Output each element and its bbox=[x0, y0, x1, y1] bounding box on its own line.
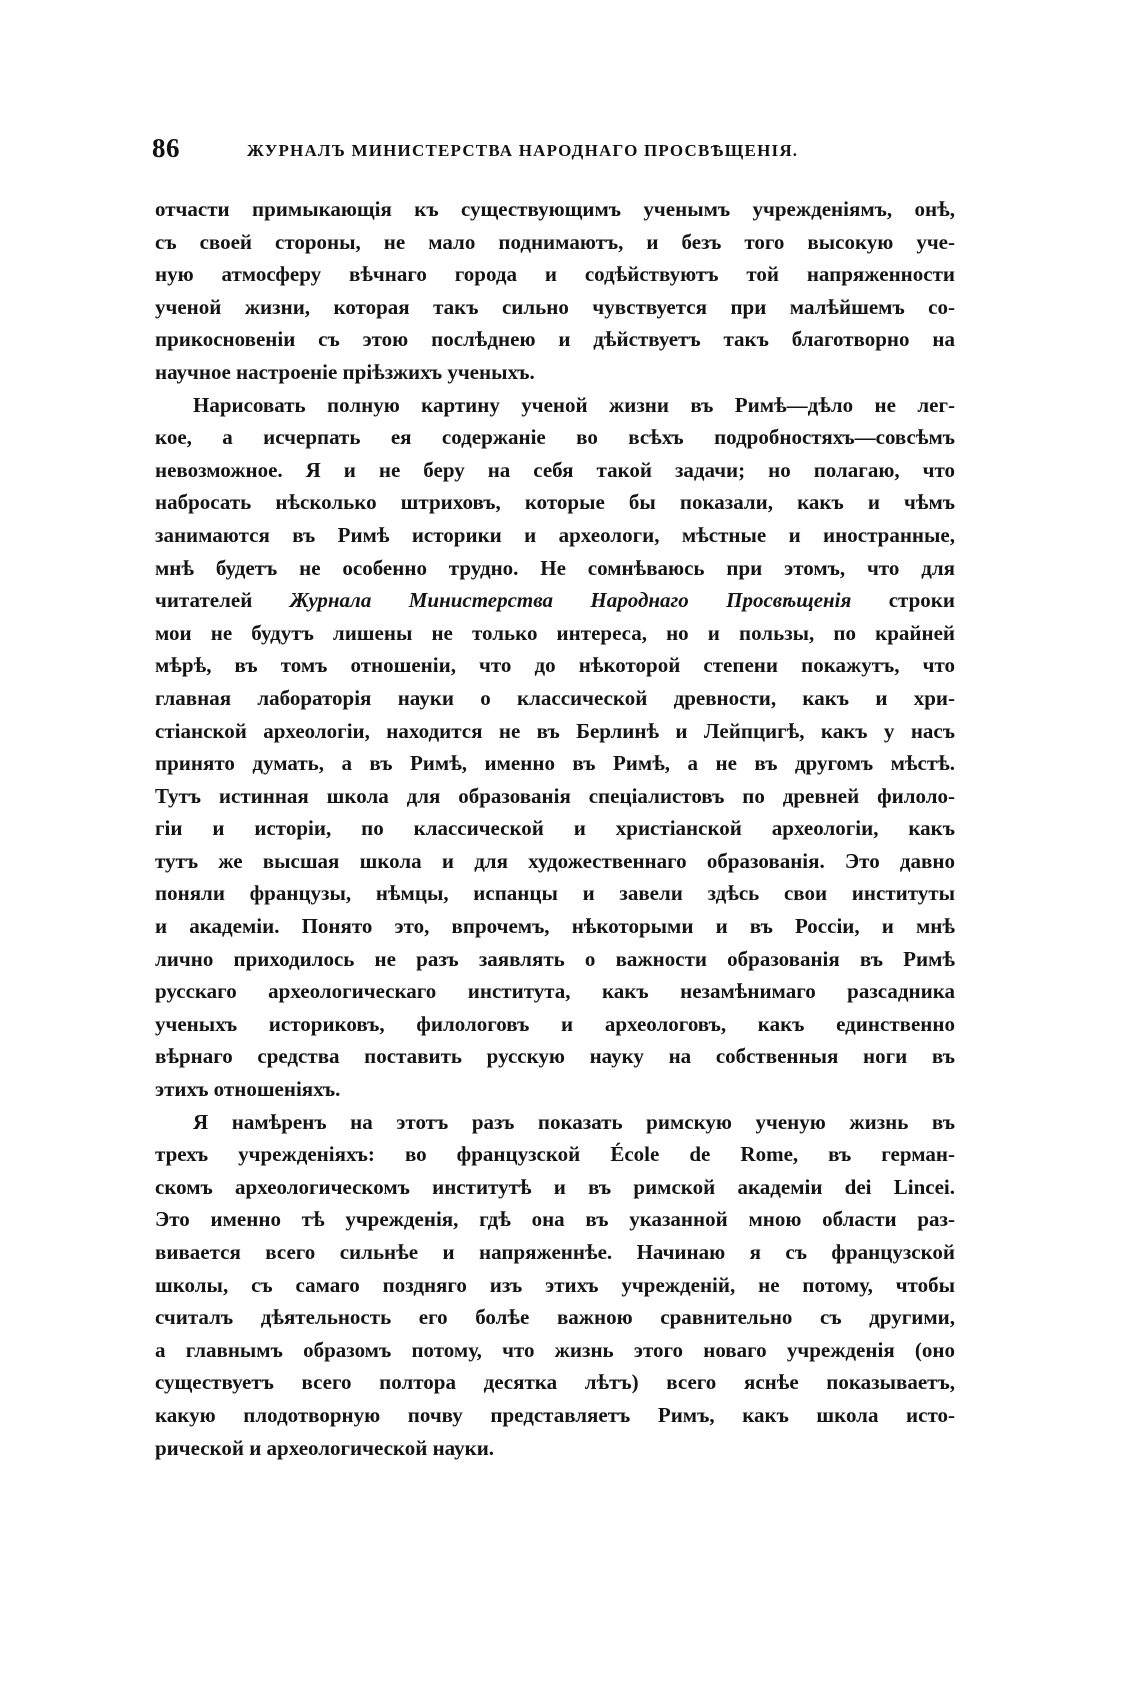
text-line: русскаго археологическаго института, какъ незамѣнимаго разсадника bbox=[155, 979, 955, 1004]
text-line: трехъ учрежденіяхъ: во французской École de Rome, въ герман- bbox=[155, 1142, 955, 1167]
text-line: мѣрѣ, въ томъ отношеніи, что до нѣкоторой степени покажутъ, что bbox=[155, 653, 955, 678]
text-line: Тутъ истинная школа для образованія спеціалистовъ по древней филоло- bbox=[155, 783, 955, 808]
text-line: ную атмосферу вѣчнаго города и содѣйствуютъ той напряженности bbox=[155, 262, 955, 287]
text-line: вивается всего сильнѣе и напряженнѣе. Начинаю я съ французской bbox=[155, 1240, 955, 1264]
text-line: принято думать, а въ Римѣ, именно въ Римѣ, а не въ другомъ мѣстѣ. bbox=[155, 751, 955, 776]
text-line: мнѣ будетъ не особенно трудно. Не сомнѣваюсь при этомъ, что для bbox=[155, 555, 955, 580]
text-line: главная лабораторія науки о классической древности, какъ и хри- bbox=[155, 685, 955, 710]
text-line: набросать нѣсколько штриховъ, которые бы показали, какъ и чѣмъ bbox=[155, 490, 955, 515]
text-line: школы, съ самаго поздняго изъ этихъ учрежденій, не потому, чтобы bbox=[155, 1272, 955, 1297]
text-line: отчасти примыкающія къ существующимъ ученымъ учрежденіямъ, онѣ, bbox=[155, 197, 955, 221]
text-line: занимаются въ Римѣ историки и археологи, мѣстные и иностранные, bbox=[155, 522, 955, 547]
text-line-with-journal-title bbox=[155, 584, 955, 617]
text-line: Я намѣренъ на этотъ разъ показать римскую ученую жизнь въ bbox=[193, 1109, 955, 1134]
text-line: считалъ дѣятельность его болѣе важною сравнительно съ другими, bbox=[155, 1305, 955, 1330]
text-line: скомъ археологическомъ институтѣ и въ римской академіи dei Lincei. bbox=[155, 1174, 955, 1199]
text-line: кое, а исчерпать ея содержаніе во всѣхъ подробностяхъ—совсѣмъ bbox=[155, 425, 955, 450]
running-head bbox=[152, 133, 952, 173]
page-number: 86 bbox=[152, 133, 180, 163]
text-line: какую плодотворную почву представляетъ Римъ, какъ школа исто- bbox=[155, 1402, 955, 1427]
text-line: этихъ отношеніяхъ. bbox=[155, 1077, 341, 1102]
journal-name-italic: Журнала Министерства Народнаго Просвѣщенія bbox=[289, 588, 852, 613]
text-line: Это именно тѣ учрежденія, гдѣ она въ указанной мною области раз- bbox=[155, 1207, 955, 1232]
text-line: а главнымъ образомъ потому, что жизнь этого новаго учрежденія (оно bbox=[155, 1337, 955, 1362]
text-line: мои не будутъ лишены не только интереса, но и пользы, по крайней bbox=[155, 620, 955, 645]
text-fragment: строки bbox=[888, 588, 955, 613]
text-line: невозможное. Я и не беру на себя такой задачи; но полагаю, что bbox=[155, 457, 955, 482]
text-line: существуетъ всего полтора десятка лѣтъ) всего яснѣе показываетъ, bbox=[155, 1370, 955, 1395]
text-line: ученыхъ историковъ, филологовъ и археологовъ, какъ единственно bbox=[155, 1011, 955, 1036]
text-line: прикосновеніи съ этою послѣднею и дѣйствуетъ такъ благотворно на bbox=[155, 327, 955, 352]
text-fragment: читателей bbox=[155, 588, 253, 613]
text-line: научное настроеніе пріѣзжихъ ученыхъ. bbox=[155, 359, 535, 384]
text-line: поняли французы, нѣмцы, испанцы и завели здѣсь свои институты bbox=[155, 881, 955, 906]
text-line: Нарисовать полную картину ученой жизни въ Римѣ—дѣло не лег- bbox=[193, 392, 955, 417]
text-line: стіанской археологіи, находится не въ Берлинѣ и Лейпцигѣ, какъ у насъ bbox=[155, 718, 955, 743]
text-line: вѣрнаго средства поставить русскую науку на собственныя ноги въ bbox=[155, 1044, 955, 1069]
text-line: ученой жизни, которая такъ сильно чувствуется при малѣйшемъ со- bbox=[155, 294, 955, 319]
text-line: лично приходилось не разъ заявлять о важности образованія въ Римѣ bbox=[155, 946, 955, 971]
journal-title: ЖУРНАЛЪ МИНИСТЕРСТВА НАРОДНАГО ПРОСВѢЩЕНІЯ. bbox=[247, 141, 799, 160]
text-line: гіи и исторіи, по классической и христіанской археологіи, какъ bbox=[155, 816, 955, 841]
text-line: тутъ же высшая школа и для художественнаго образованія. Это давно bbox=[155, 848, 955, 873]
text-line: съ своей стороны, не мало поднимаютъ, и безъ того высокую уче- bbox=[155, 229, 955, 254]
text-line: рической и археологической науки. bbox=[155, 1435, 495, 1460]
body-text bbox=[155, 193, 955, 1464]
text-line: и академіи. Понято это, впрочемъ, нѣкоторыми и въ Россіи, и мнѣ bbox=[155, 914, 955, 939]
